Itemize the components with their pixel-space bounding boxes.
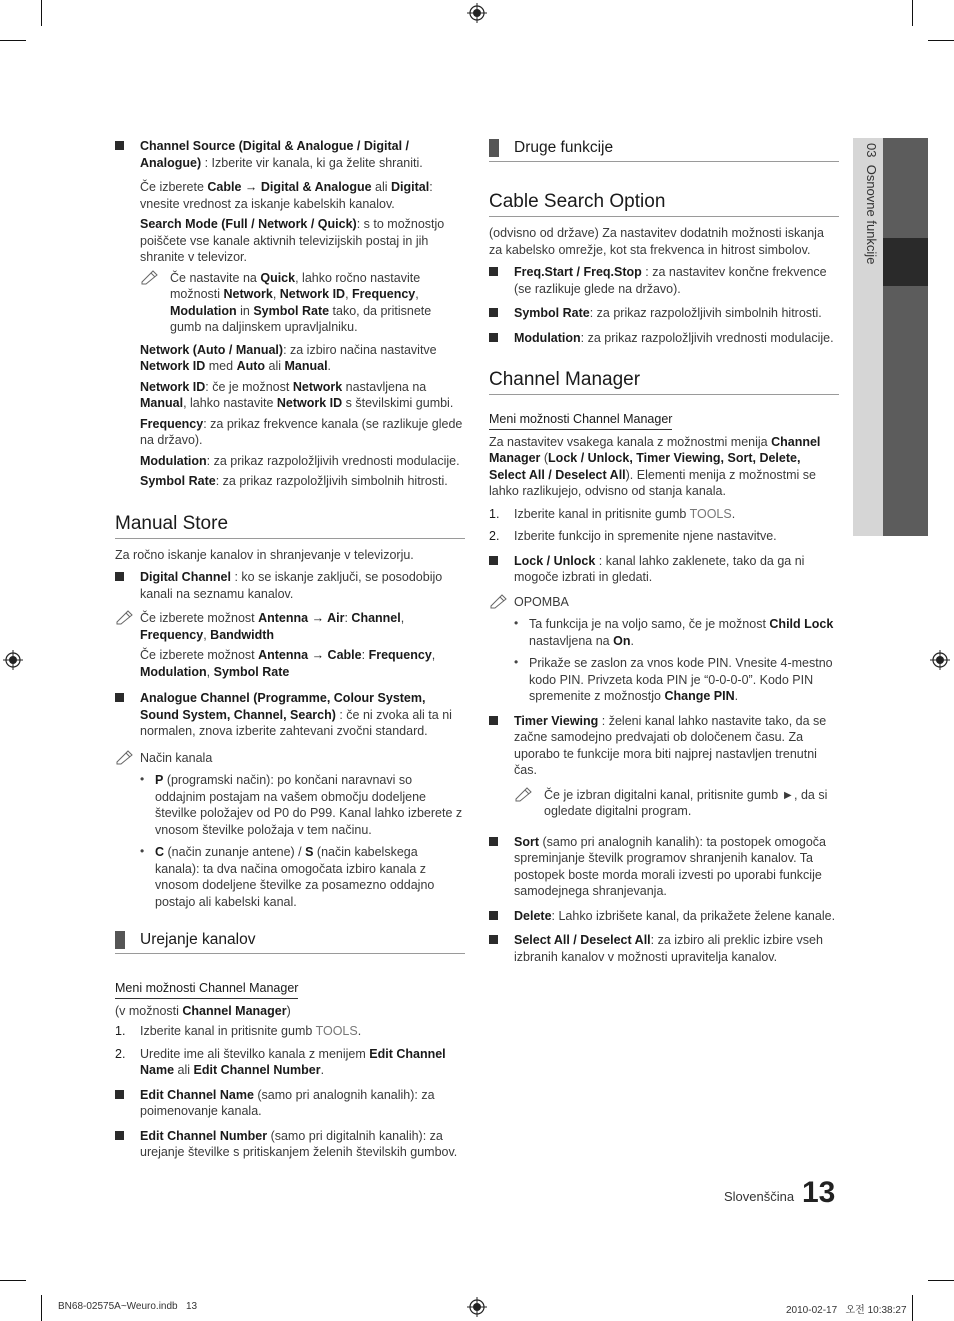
note-opomba: OPOMBA [489,594,839,611]
crop-mark [41,1295,42,1321]
square-bullet-icon [115,572,124,581]
right-column [489,138,839,973]
pencil-note-icon [115,609,135,625]
square-bullet-icon [115,693,124,702]
square-bullet-icon [489,267,498,276]
crop-mark [912,1295,913,1321]
registration-mark-icon [467,1297,487,1317]
dot-item-p-mode: • P (programski način): po končani naravnavi so oddajnim postajam na vašem območju dodeljene številke položajev od P0 do P99. Kanal lahko izberete z vnosom številke položaja v tem načinu. [140,772,463,837]
crop-mark [912,0,913,26]
bullet-timer-viewing: Timer Viewing : želeni kanal lahko nastavite tako, da se začne samodejno predvajati ob določenem času. Za uporabo te funkcije mora biti najprej nastavljen trenutni čas. [489,713,839,779]
square-bullet-icon [489,911,498,920]
bullet-delete: Delete: Lahko izbrišete kanal, da prikažete želene kanale. [489,908,839,925]
page-number: 13 [802,1176,836,1209]
manual-store-intro: Za ročno iskanje kanalov in shranjevanje v televizorju. [115,547,414,562]
step-1: 1. Izberite kanal in pritisnite gumb TOOLS. [489,506,736,521]
bullet-lock-unlock: Lock / Unlock : kanal lahko zaklenete, tako da ga ni mogoče izbrati in gledati. [489,553,839,586]
note-digital-channel: Če je izbran digitalni kanal, pritisnite gumb ►, da si ogledate digitalni program. [514,787,839,820]
imprint-date: 2010-02-17 오전 10:38:27 [786,1305,907,1316]
chapter-tab-dark [883,138,928,536]
step-2: 2. Izberite funkcijo in spremenite njene nastavitve. [489,529,777,543]
dot-item-c-s-mode: • C (način zunanje antene) / S (način kabelskega kanala): ta dva načina omogočata izbiro kanala z vnosom dodeljene številke za posamezno oddajno postajo ali kabelski kanal. [140,844,435,909]
square-bullet-icon [489,556,498,565]
paragraph-network-id: Network ID: če je možnost Network nastavljena na Manual, lahko nastavite Network ID s številskimi gumbi. [140,379,454,410]
bullet-analogue-channel: Analogue Channel (Programme, Colour System, Sound System, Channel, Search) : če ni zvoka ali ta ni normalen, znova izberite zahtevani zvočni standard. [115,690,465,740]
note-quick: Če nastavite na Quick, lahko ročno nastavite možnosti Network, Network ID, Frequency, Modulation in Symbol Rate tako, da pritisnete gumb na daljinskem upravljalniku. [140,270,465,336]
square-bullet-icon [489,333,498,342]
pencil-note-icon [489,593,509,609]
square-bullet-icon [115,141,124,150]
channel-manager-intro: Za nastavitev vsakega kanala z možnostmi menija Channel Manager (Lock / Unlock, Timer Viewing, Sort, Delete, Select All / Deselect All). Elementi menija z možnostmi se lahko razlikujejo, odvisno od stanja kanala. [489,434,821,498]
square-bullet-icon [115,1131,124,1140]
heading-bar-icon [115,931,125,949]
paragraph-cable: Če izberete Cable → Digital & Analogue ali Digital: vnesite vrednost za iskanje kabelskih kanalov. [140,180,433,211]
bullet-channel-source: Channel Source (Digital & Analogue / Digital / Analogue) : Izberite vir kanala, ki ga želite shraniti. [115,138,465,171]
bullet-freq-start-stop: Freq.Start / Freq.Stop : za nastavitev končne frekvence (se razlikuje glede na državo). [489,264,839,297]
dot-item-pin: • Prikaže se zaslon za vnos kode PIN. Vnesite 4-mestno kodo PIN. Privzeta koda PIN je “0-0-0-0”. Kodo PIN spremenite z možnostjo Change PIN. [514,655,833,703]
chapter-tab-marker [883,238,928,286]
pencil-note-icon [514,786,534,802]
square-bullet-icon [489,308,498,317]
dot-bullet-icon: • [140,844,145,858]
dot-item-child-lock: • Ta funkcija je na voljo samo, če je možnost Child Lock nastavljena na On. [514,616,834,648]
footer-language: Slovenščina [724,1189,795,1204]
bullet-edit-channel-number: Edit Channel Number (samo pri digitalnih kanalih): za urejanje številke s pritiskanjem želenih številskih gumbov. [115,1128,465,1161]
chapter-tab-label: 03 Osnovne funkcije [864,143,879,265]
heading-manual-store: Manual Store [115,512,465,539]
heading-urejanje-kanalov: Urejanje kanalov [115,930,465,954]
dot-bullet-icon: • [514,655,519,669]
cable-search-intro: (odvisno od države) Za nastavitev dodatnih možnosti iskanja za kabelsko omrežje, kot sta frekvenca in hitrost simbolov. [489,226,824,257]
note-antenna: Če izberete možnost Antenna → Air: Channel, Frequency, Bandwidth Če izberete možnost Antenna → Cable: Frequency, Modulation, Symbol Rate [115,610,465,680]
crop-mark [0,1280,26,1281]
paragraph-frequency: Frequency: za prikaz frekvence kanala (se razlikuje glede na državo). [140,416,463,447]
menu-label-channel-manager: Meni možnosti Channel Manager [115,980,298,999]
paragraph-modulation: Modulation: za prikaz razpoložljivih vrednosti modulacije. [140,453,460,468]
bullet-select-all: Select All / Deselect All: za izbiro ali preklic izbire vseh izbranih kanalov v možnosti upravitelja kanalov. [489,932,839,965]
paragraph-network: Network (Auto / Manual): za izbiro načina nastavitve Network ID med Auto ali Manual. [140,342,437,373]
dot-bullet-icon: • [514,616,519,630]
crop-mark [928,1280,954,1281]
crop-mark [41,0,42,26]
dot-bullet-icon: • [140,772,145,786]
crop-mark [0,40,26,41]
heading-channel-manager: Channel Manager [489,368,839,395]
pencil-note-icon [140,269,160,285]
heading-druge-funkcije: Druge funkcije [489,138,839,162]
bullet-edit-channel-name: Edit Channel Name (samo pri analognih kanalih): za poimenovanje kanala. [115,1087,465,1120]
paragraph-search-mode: Search Mode (Full / Network / Quick): s to možnostjo poiščete vse kanale aktivnih televizijskih postaj in jih shranite v televizor. [140,217,445,264]
paragraph-symbol-rate: Symbol Rate: za prikaz razpoložljivih simbolnih hitrosti. [140,474,448,488]
registration-mark-icon [3,650,23,670]
registration-mark-icon [930,650,950,670]
square-bullet-icon [489,837,498,846]
square-bullet-icon [489,935,498,944]
pencil-note-icon [115,749,135,765]
step-1: 1. Izberite kanal in pritisnite gumb TOOLS. [115,1024,362,1038]
heading-bar-icon [489,139,499,157]
heading-cable-search-option: Cable Search Option [489,190,839,217]
bullet-sort: Sort (samo pri analognih kanalih): ta postopek omogoča spreminjanje številk programov shranjenih kanalov. Ta postopek boste morda morali izvesti po uporabi funkcije samodejnega shranjevanja. [489,834,839,900]
square-bullet-icon [115,1090,124,1099]
registration-mark-icon [467,3,487,23]
paragraph-v-moznosti: (v možnosti Channel Manager) [115,1003,291,1018]
square-bullet-icon [489,716,498,725]
crop-mark [928,40,954,41]
menu-label-channel-manager: Meni možnosti Channel Manager [489,411,672,430]
note-channel-mode: Način kanala [115,750,465,767]
left-column [115,138,465,1169]
bullet-digital-channel: Digital Channel : ko se iskanje zaključi, se posodobijo kanali na seznamu kanalov. [115,569,465,602]
imprint-file: BN68-02575A~Weuro.indb 13 [58,1301,198,1312]
bullet-symbol-rate: Symbol Rate: za prikaz razpoložljivih simbolnih hitrosti. [489,305,839,322]
bullet-modulation: Modulation: za prikaz razpoložljivih vrednosti modulacije. [489,330,839,347]
step-2: 2. Uredite ime ali številko kanala z menijem Edit Channel Name ali Edit Channel Number. [115,1046,446,1077]
